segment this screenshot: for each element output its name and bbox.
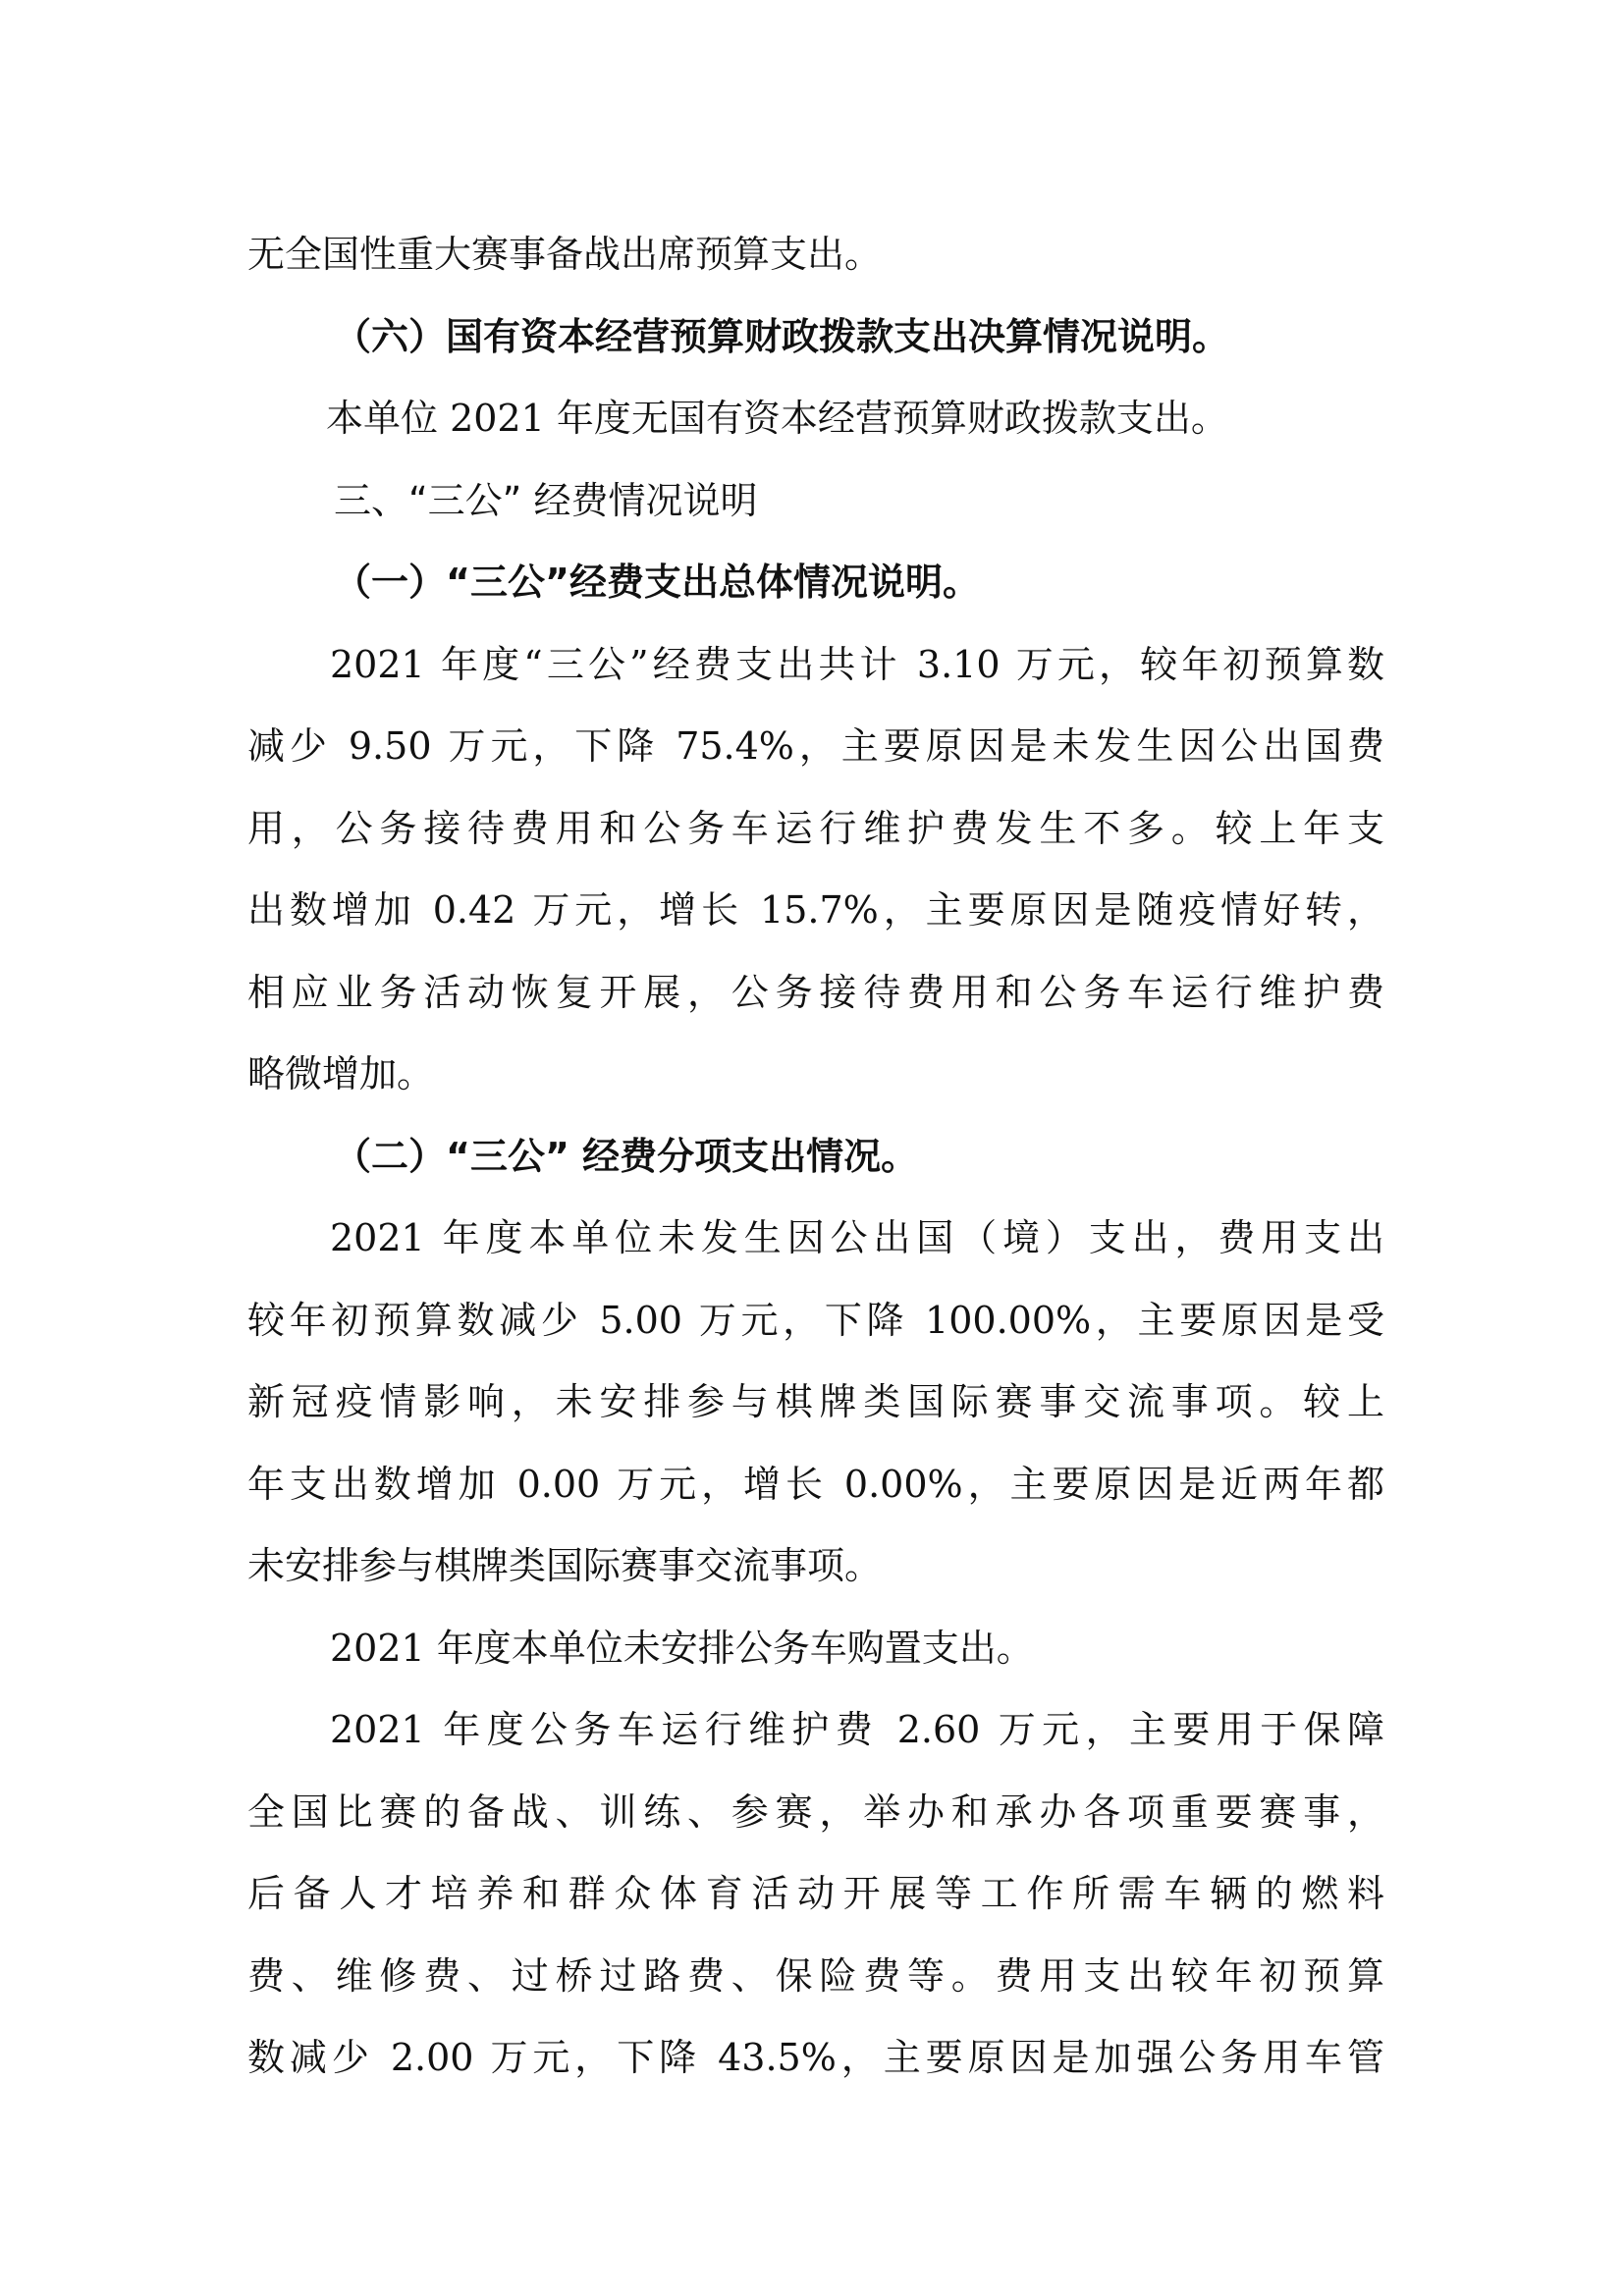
paragraph-line: 减少 9.50 万元，下降 75.4%，主要原因是未发生因公出国费 [247,724,1384,768]
paragraph-line: 后备人才培养和群众体育活动开展等工作所需车辆的燃料 [247,1872,1384,1915]
paragraph-line: 未安排参与棋牌类国际赛事交流事项。 [247,1544,883,1587]
paragraph-line: 年支出数增加 0.00 万元，增长 0.00%，主要原因是近两年都 [247,1462,1384,1506]
chapter-heading-3: 三、“三公” 经费情况说明 [334,478,758,522]
paragraph-line: 无全国性重大赛事备战出席预算支出。 [247,233,883,276]
section-heading-1: （一）“三公”经费支出总体情况说明。 [334,561,980,604]
paragraph-line: 费、维修费、过桥过路费、保险费等。费用支出较年初预算 [247,1953,1384,1998]
paragraph-line: 数减少 2.00 万元，下降 43.5%，主要原因是加强公务用车管 [247,2036,1384,2079]
paragraph-line: 2021 年度本单位未发生因公出国（境）支出，费用支出 [330,1216,1384,1259]
paragraph-line: 用，公务接待费用和公务车运行维护费发生不多。较上年支 [247,806,1384,850]
paragraph-line: 2021 年度“三公”经费支出共计 3.10 万元，较年初预算数 [330,642,1384,686]
paragraph-line: 新冠疫情影响，未安排参与棋牌类国际赛事交流事项。较上 [247,1380,1384,1423]
paragraph-line: 略微增加。 [247,1052,435,1095]
paragraph-line: 相应业务活动恢复开展，公务接待费用和公务车运行维护费 [247,970,1384,1014]
section-heading-2: （二）“三公” 经费分项支出情况。 [334,1134,919,1178]
document-page [247,214,1384,2100]
section-heading-6: （六）国有资本经营预算财政拨款支出决算情况说明。 [334,314,1230,358]
paragraph-line: 本单位 2021 年度无国有资本经营预算财政拨款支出。 [326,397,1228,440]
paragraph-line: 2021 年度本单位未安排公务车购置支出。 [330,1626,1034,1670]
paragraph-line: 2021 年度公务车运行维护费 2.60 万元，主要用于保障 [330,1708,1384,1751]
paragraph-line: 出数增加 0.42 万元，增长 15.7%，主要原因是随疫情好转， [247,888,1384,932]
paragraph-line: 全国比赛的备战、训练、参赛，举办和承办各项重要赛事， [247,1789,1384,1834]
paragraph-line: 较年初预算数减少 5.00 万元，下降 100.00%，主要原因是受 [247,1298,1384,1342]
